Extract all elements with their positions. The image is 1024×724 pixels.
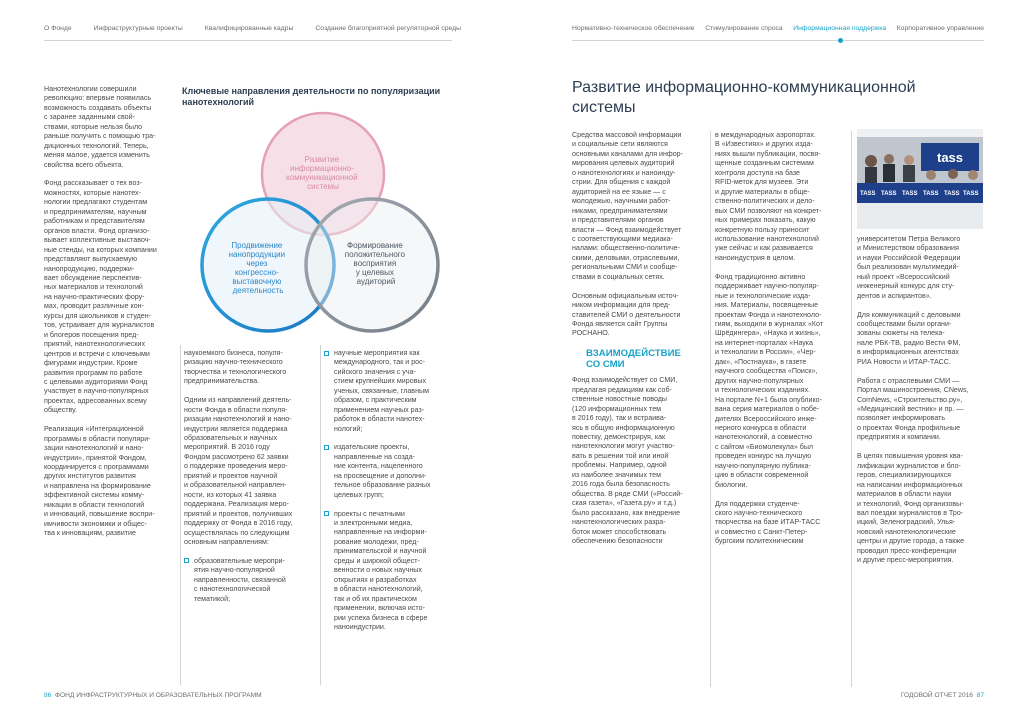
paragraph: Для поддержки студенче- ского научно-технического творчества на базе ИТАР-ТАСС и совместно с Санкт-Петер- бургским политехническим: [715, 499, 821, 546]
paragraph: университетом Петра Великого и Министерством образования и науки Российской Федерации был реализован мультимедий- ный проект «Всероссийский инженерный конкурс для сту- дентов и аспирантов».: [857, 235, 961, 300]
paragraph: Фонд рассказывает о тех воз- можностях, которые нанотех- нологии предлагают студентам и предпринимателям, научным работникам и представителям органов власти. Фонд организо- вывает коллективные выставоч- ные стенды, на которых компании представляют выпускаемую нанопродукцию, поддержи- вает обсуждение перспектив- ных материалов и технологий на научно-практических фору- мах, проводит различные кон- курсы для школьников и студен- тов, устраивает для журналистов и блогеров посещения пред- приятий, нанотехнологических центров и встречи с ключевыми фигурами индустрии. Кроме развития программ по работе с целевыми аудиториями Фонд участвует в научно-популярных проектах, адресованных всему обществу.: [44, 179, 157, 415]
bullet-list: [184, 557, 309, 604]
paragraph: В целях повышения уровня ква- лификации журналистов и бло- геров, специализирующихся на написании информационных материалов в области науки и технологий, Фонд организовы- вал поездки журналистов в Тро- ицкий, Зеленоградский, Улья- новский нанотехнологические центры и другие города, а также проводил пресс-конференции и другие пресс-мероприятия.: [857, 452, 965, 565]
footer-left: [44, 692, 262, 699]
photo-illustration: [857, 129, 983, 229]
venn-label-top: Развитие информационно- коммуникационной системы: [286, 155, 358, 191]
paragraph: Работа с отраслевыми СМИ — Портал машиностроения, CNews, ComNews, «Строительство.ру», «Медицинский вестник» и пр. — позволяет информировать о проектах Фонда профильные предприятия и компании.: [857, 376, 969, 442]
page-number: 86: [44, 692, 52, 699]
paragraph: Нанотехнологии совершили революцию: впервые появилась возможность создавать объекты с заранее заданными свой- ствами, которые нельзя было раньше получить с помощью тра- диционных технологий. Теперь, меняя малое, удается изменить свойства всего объекта.: [44, 85, 156, 169]
nav-item[interactable]: Инфраструктурные проекты: [93, 25, 183, 32]
nav-right: [572, 25, 984, 37]
bullet-item: образовательные меропри- ятия научно-популярной направленности, связанной с нанотехнологической тематикой;: [184, 557, 309, 604]
column-divider: [710, 131, 711, 687]
diagram-title: Ключевые направления деятельности по популяризации нанотехнологий: [182, 86, 441, 107]
text-column-1: [44, 85, 164, 687]
active-section-dot: [838, 38, 843, 43]
footer-publisher: ФОНД ИНФРАСТРУКТУРНЫХ И ОБРАЗОВАТЕЛЬНЫХ ПРОГРАММ: [55, 692, 262, 699]
section-heading: ВЗАИМОДЕЙСТВИЕ СО СМИ: [586, 348, 681, 371]
bullet-square-icon: [324, 445, 329, 450]
footer-report-title: ГОДОВОЙ ОТЧЕТ 2016: [900, 692, 973, 699]
photo-table-signs: TASS TASS TASS TASS TASS TASS: [860, 191, 979, 197]
nav-rule-left: [44, 40, 452, 41]
paragraph: Одним из направлений деятель- ности Фонда в области популя- ризации нанотехнологий и нано- индустрии является поддержка образовательных и научных мероприятий. В 2016 году Фондом рассмотрено 62 заявки о поддержке проведения меро- приятий и проектов научной и образовательной направлен- ности, из которых 41 заявка поддержана. Реализация меро- приятий и проектов, получивших поддержку от Фонда в 2016 году, осуществлялась по следующим основным направлениям:: [184, 396, 293, 546]
nav-left: [44, 25, 464, 37]
nav-rule-right: [572, 40, 984, 41]
bullet-square-icon: [184, 558, 189, 563]
paragraph: Основным официальным источ- ником информации для пред- ставителей СМИ о деятельности Фонда является сайт Группы РОСНАНО.: [572, 291, 681, 338]
bullet-square-icon: [324, 351, 329, 356]
venn-diagram: [180, 110, 470, 350]
nav-item[interactable]: Создание благоприятной регуляторной среды: [315, 25, 462, 32]
text-column-5: [715, 131, 847, 687]
nav-item[interactable]: Нормативно-техническое обеспечение: [572, 25, 695, 32]
paragraph: Реализация «Интеграционной программы в области популяри- зации нанотехнологий и нано- индустрии», принятой Фондом, координируется с программами других институтов развития и направлена на формирование эффективной системы комму- никации в области технологий и инноваций, повышение воспри- имчивости экономики и общес- тва к инновациям, развитие: [44, 425, 155, 538]
page-title: Развитие информационно-коммуникационной системы: [572, 79, 916, 116]
footer-right: [901, 692, 984, 699]
venn-label-right: Формирование положительного восприятия у целевых аудиторий: [344, 241, 405, 286]
bullet-item: проекты с печатными и электронными медиа, направленные на информи- рование молодежи, пред- принимательской и научной среды и широкой общест- венности о новых научных открытиях и разработках в области нанотехнологий, так и об их практическом применении, включая истo- рии успеха бизнеса в сфере наноиндустрии.: [324, 510, 454, 633]
bullet-item: научные мероприятия как международного, так и рос- сийского значения с уча- стием крупнейших мировых ученых, связанные, главным образом, с практическим применением научных раз- работок в области нанотех- нологий;: [324, 349, 454, 434]
bullet-list: [324, 349, 454, 632]
text-column-2: [184, 349, 309, 687]
column-divider: [320, 345, 321, 685]
nav-item[interactable]: Квалифицированные кадры: [204, 25, 294, 32]
paragraph: Для коммуникаций с деловыми сообществами были органи- зованы сюжеты на телека- нале РБК-ТВ, радио Вести ФМ, в информационных агентствах РИА Новости и ИТАР-ТАСС.: [857, 310, 961, 366]
column-divider: [180, 345, 181, 685]
text-column-3: [324, 349, 454, 687]
paragraph: Средства массовой информации и социальные сети являются основными каналами для инфор- мирования целевых аудиторий о нанотехнологиях и наноинду- стрии. Для общения с каждой аудиторией на ее языке — с молодежью, научными работ- никами, предпринимателями и представителями органов власти — Фонд взаимодействует с соответствующими медиака- налами: общественно-политиче- скими, деловыми, отраслевыми, региональными СМИ и сообще- ствами в социальных сетях.: [572, 131, 683, 281]
text-column-6: [857, 235, 984, 687]
paragraph: Фонд традиционно активно поддерживает научно-популяр- ные и технологические изда- ния. Материалы, посвященные проектам Фонда и нанотехноло- гиям, выходили в журналах «Кот Шрёдингера», «Наука и жизнь», на интернет-порталах «Наука и технологии в России», «Чер- дак», «Постнаука», в газете научного сообщества «Поиск», других научно-популярных и технологических изданиях. На портале N+1 была опублико- вана серия материалов о побе- дителях Всероссийского инже- нерного конкурса в области нанотехнологий, а совместно с сайтом «Биомолекула» был проведен конкурс на лучшую научно-популярную публика- цию в области современной биологии.: [715, 272, 824, 489]
column-divider: [851, 131, 852, 687]
venn-label-left: Продвижение нанопродукции через конгрессно- выставочную деятельность: [228, 241, 286, 295]
press-conference-photo: [857, 129, 983, 229]
page-number: 87: [976, 692, 984, 699]
paragraph: в международных аэропортах. В «Известиях» и других изда- ниях вышли публикации, посвя- щенные созданным системам контроля доступа на базе RFID-меток для музеев. Эти и другие материалы в обще- ственно-политических и дело- вых СМИ позволяют на конкрет- ных примерах показать, какую конкретную пользу приносит использование нанотехнологий уже сейчас и как развивается наноиндустрия в целом.: [715, 131, 822, 262]
text-column-4: [572, 131, 704, 687]
bullet-square-icon: [324, 511, 329, 516]
photo-banner-text: tass: [936, 150, 964, 165]
paragraph: наукоемкого бизнеса, популя- ризацию научно-технического творчества и технологического предпринимательства.: [184, 349, 287, 386]
nav-item-active[interactable]: Информационная поддержка: [793, 25, 887, 32]
paragraph: Фонд взаимодействует со СМИ, предлагая редакциям как соб- ственные новостные поводы (120 информационных тем в 2016 году), так и встраива- ясь в общую информационную повестку, демонстрируя, как нанотехнологии могут участво- вать в решении той или иной проблемы. Например, одной из наиболее значимых тем 2016 года была безопасность общества. В ряде СМИ («Россий- ская газета», «Газета.ру» и т.д.) было рассказано, как внедрение нанотехнологических разра- боток может способствовать обеспечению безопасности: [572, 376, 683, 545]
nav-item[interactable]: Корпоративное управление: [896, 25, 984, 32]
nav-item[interactable]: Стимулирование спроса: [705, 25, 783, 32]
bullet-item: издательские проекты, направленные на созда- ние контента, нацеленного на просвещение и дополни- тельное образование разных целевых групп;: [324, 443, 454, 500]
nav-item[interactable]: О Фонде: [44, 25, 72, 32]
